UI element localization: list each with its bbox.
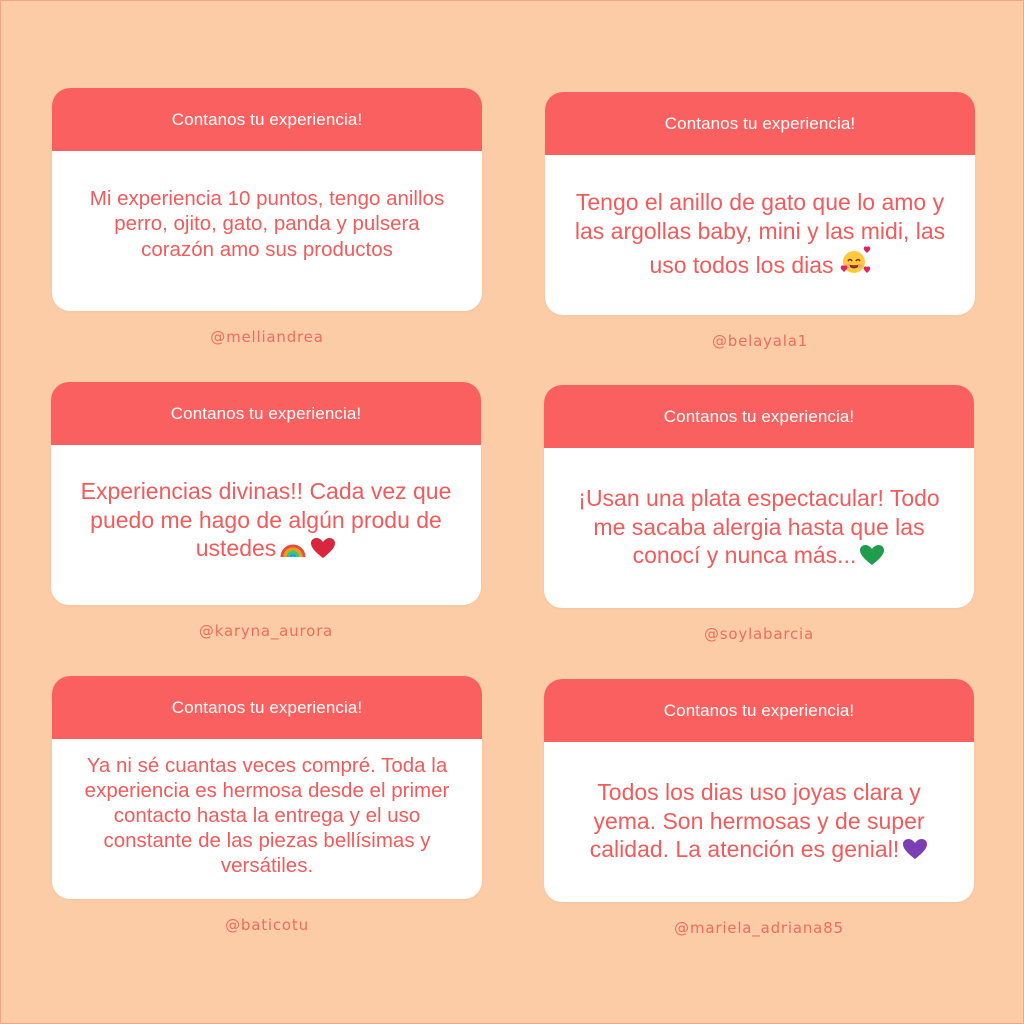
- testimonial-card: [51, 382, 481, 605]
- user-handle: @mariela_adriana85: [674, 919, 844, 937]
- testimonial-text: [567, 188, 953, 279]
- card-header: Contanos tu experiencia!: [544, 679, 974, 742]
- testimonial-card: [545, 92, 975, 315]
- red-heart-icon: [310, 537, 336, 559]
- card-body: [51, 445, 481, 605]
- testimonial-card: [52, 88, 482, 311]
- testimonial-text: [566, 484, 952, 570]
- smiling-face-with-hearts-icon: [837, 246, 871, 276]
- card-header: Contanos tu experiencia!: [52, 88, 482, 151]
- testimonial-text: [569, 778, 949, 864]
- testimonial-text: [77, 186, 457, 263]
- testimonial-card: [52, 676, 482, 899]
- card-body: [52, 739, 482, 899]
- card-header: Contanos tu experiencia!: [52, 676, 482, 739]
- testimonial-message: Mi experiencia 10 puntos, tengo anillos perro, ojito, gato, panda y pulsera corazón amo sus productos: [89, 186, 445, 261]
- card-body: [544, 448, 974, 608]
- testimonial-card: [544, 385, 974, 608]
- card-body: [544, 742, 974, 902]
- purple-heart-icon: [902, 838, 928, 860]
- card-header: Contanos tu experiencia!: [544, 385, 974, 448]
- rainbow-icon: [279, 537, 307, 559]
- user-handle: @melliandrea: [210, 328, 324, 346]
- card-body: [545, 155, 975, 315]
- testimonial-message: Todos los dias uso joyas clara y yema. Son hermosas y de super calidad. La atención es genial!: [589, 778, 925, 863]
- card-header: Contanos tu experiencia!: [51, 382, 481, 445]
- testimonial-text: [73, 477, 459, 563]
- testimonial-message: Ya ni sé cuantas veces compré. Toda la experiencia es hermosa desde el primer contacto hasta la entrega y el uso constante de las piezas bellísimas y versátiles.: [84, 753, 450, 877]
- testimonial-message: Experiencias divinas!! Cada vez que puedo me hago de algún produ de ustedes: [80, 477, 452, 562]
- user-handle: @belayala1: [711, 332, 809, 350]
- card-header: Contanos tu experiencia!: [545, 92, 975, 155]
- testimonial-text: [74, 753, 460, 878]
- testimonial-card: [544, 679, 974, 902]
- user-handle: @karyna_aurora: [198, 622, 334, 640]
- testimonial-message: Tengo el anillo de gato que lo amo y las argollas baby, mini y las midi, las uso todos los dias: [574, 189, 946, 278]
- user-handle: @baticotu: [225, 916, 309, 934]
- card-body: [52, 151, 482, 311]
- testimonial-message: ¡Usan una plata espectacular! Todo me sacaba alergia hasta que las conocí y nunca más...: [578, 484, 940, 569]
- user-handle: @soylabarcia: [704, 625, 814, 643]
- green-heart-icon: [859, 544, 885, 566]
